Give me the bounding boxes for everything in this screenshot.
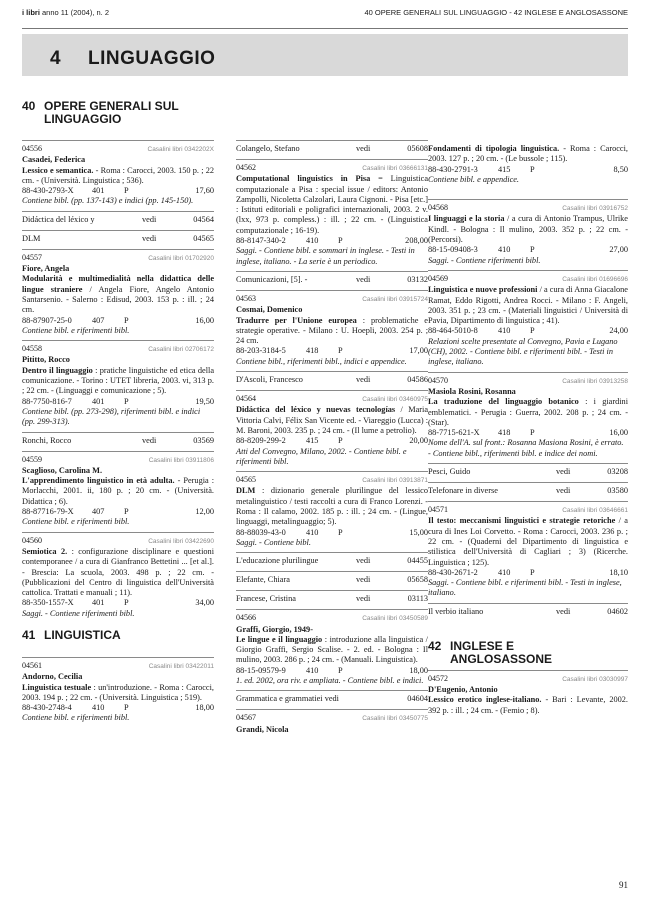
isbn: 88-430-2791-3 [428,164,478,174]
entry-description: : dizionario generale plurilingue del lessico metalinguistico / testi raccolti a cura di Franco Lorenzi. - Roma : Il calamo, 2002. 185 p. : ill. ; 24 cm. - (Lingue, linguaggi, metalinguaggio; 5). [236,486,428,527]
entry-description: : un'introduzione. - Roma : Carocci, 2003. 194 p. ; 22 cm. - (Università. Linguistica ; 519). [22,682,214,702]
page-number: 91 [619,880,628,890]
xref-code: 04604 [407,694,428,704]
xref-code: 03580 [607,486,628,496]
isbn: 88-8209-299-2 [236,436,286,446]
isbn: 88-88039-43-0 [236,527,286,537]
isbn: 88-7715-621-X [428,428,480,438]
entry-isbn-row [428,568,628,578]
isbn: 88-350-1557-X [22,598,74,608]
entry-notes: Contiene bibl. e appendice. [428,174,520,184]
binding: P [338,346,343,356]
entry-notes: Saggi. - Contiene bibl. e riferimenti bibl. - Testi in inglese, italiano. [428,578,622,598]
xref-vedi: vedi [356,274,371,284]
xref-name: D'Ascoli, Francesco [236,375,303,385]
entry-author: Scaglioso, Carolina M. [22,465,103,475]
entry-author: Masiola Rosini, Rosanna [428,386,516,396]
casalini-code: Casalini libri 03911806 [148,456,214,464]
price: 12,00 [195,507,214,517]
xref-name: Didáctica del léxico y [22,214,95,224]
casalini-code: Casalini libri 03422011 [148,662,214,670]
price: 16,00 [609,428,628,438]
entry-description: : i giardini emblematici. - Perugia : Guerra, 2002. 208 p. ; 24 cm. - (Star). [428,397,628,427]
price: 18,10 [609,567,628,577]
section-title: LINGUISTICA [44,627,121,642]
binding: P [530,567,535,577]
price: 20,00 [409,436,428,446]
price: 208,00 [405,236,428,246]
isbn: 88-15-09408-3 [428,245,478,255]
price: 15,00 [409,527,428,537]
isbn: 88-87716-79-X [22,507,74,517]
binding: P [338,527,343,537]
column-1 [22,140,214,728]
xref-name: Colangelo, Stefano [236,144,300,153]
entry-isbn-row [22,507,214,517]
xref-name: Ronchi, Rocco [22,435,72,445]
isbn: 88-464-5010-8 [428,326,478,336]
isbn: 88-8147-340-2 [236,236,286,246]
xref-vedi: vedi [142,435,157,445]
entry-number: 04566 [236,613,256,623]
class-code: 410 [306,527,319,537]
entry-notes: Saggi. - Contiene bibl. e sommari in inglese. - Testi in inglese, italiano. - La serie è un periodico. [236,246,415,266]
entry-description: / Maria Vittoria Calvi, Félix San Vicente ed. - Viareggio (Lucca) : M. Baroni, 2003. 235 p. ; 24 cm. - (Il lume a petrolio). [236,405,428,435]
casalini-code: Casalini libri 03913258 [562,377,628,385]
xref-name: Il verbio italiano [428,606,484,616]
entry-notes: Atti del Convegno, Milano, 2002. - Contiene bibl. e riferimenti bibl. [236,446,407,466]
bibliographic-entry [236,609,428,690]
class-code: 410 [306,665,319,675]
entry-description: / Angela Fiore, Angelo Antonio Santarsenio. - Salerno : Edisud, 2003. 153 p. : ill. ; 24 cm. [22,284,214,315]
xref-code: 04564 [193,214,214,224]
xref-code: 03208 [607,467,628,477]
column-2 [236,140,428,739]
binding: P [124,507,129,517]
chapter-number: 4 [50,48,61,69]
entry-notes: Contiene bibl. e riferimenti bibl. [22,325,130,335]
isbn: 88-87907-25-0 [22,315,72,325]
entry-title: DLM [236,486,256,496]
entry-isbn-row [428,245,628,255]
entry-number: 04558 [22,344,42,354]
bibliographic-entry [22,140,214,211]
price: 34,00 [195,598,214,608]
bibliographic-entry [236,290,428,371]
bibliographic-entry [428,270,628,372]
section-number: 40 [22,99,36,113]
casalini-code: Casalini libri 03450775 [362,715,428,723]
casalini-code: Casalini libri 0342202X [147,146,214,153]
entry-number: 04564 [236,394,256,404]
section-number: 42 [428,638,442,653]
price: 17,60 [195,186,214,196]
entry-title: I linguaggi e la storia [428,214,505,224]
entry-author: Pititto, Rocco [22,355,70,365]
cross-reference [22,432,214,451]
entry-number: 04560 [22,535,42,545]
entry-number: 04572 [428,673,448,683]
class-code: 407 [92,315,105,325]
entry-description: : introduzione alla linguistica / Giorgio Graffi, Sergio Scalise. - 2. ed. - Bologna : Il mulino, 2003. 286 p. ; 24 cm. - (Manuali. Linguistica). [236,634,428,665]
cross-reference [236,271,428,290]
entry-notes: Contiene bibl., riferimenti bibl., indici e appendice. [236,356,407,366]
xref-name: Francese, Cristina [236,594,296,604]
entry-description: : problematiche e strategie operative. - Milano : U. Hoepli, 2003. 254 p. ; 24 cm. [236,315,428,346]
xref-vedi: vedi [556,467,571,477]
entry-notes: 1. ed. 2002, ora riv. e ampliata. - Contiene bibl. e indici. [236,675,424,685]
entry-notes: Contiene bibl. e riferimenti bibl. [22,517,130,527]
bibliographic-entry [428,199,628,270]
xref-vedi: vedi [142,214,157,224]
entry-title: Lessico erotico inglese-italiano. [428,695,542,705]
cross-reference [428,463,628,482]
entry-number: 04563 [236,293,256,303]
xref-code: 03132 [407,274,428,284]
xref-code: 03113 [407,594,428,604]
entry-number: 04565 [236,475,256,485]
entry-isbn-row [22,316,214,326]
entry-isbn-row [22,186,214,196]
chapter-title: LINGUAGGIO [88,48,216,69]
entry-author: Grandi, Nicola [236,724,289,734]
entry-description: - Roma : Carocci, 2003. 150 p. ; 22 cm. - (Università. Linguistica ; 536). [22,165,214,185]
entry-author: Casadei, Federica [22,155,86,165]
class-code: 401 [92,396,105,406]
cross-reference [236,571,428,590]
bibliographic-entry [22,249,214,340]
binding: P [124,598,129,608]
bibliographic-entry [236,471,428,552]
entry-description: / a cura di Antonio Trampus, Ulrike Kindl. - Bologna : Il mulino, 2003. 352 p. ; 22 cm. - (Percorsi). [428,214,628,245]
class-code: 415 [306,436,319,446]
entry-number: 04557 [22,252,42,262]
entry-isbn-row [22,397,214,407]
entry-description: - Roma : Carocci, 2003. 127 p. ; 20 cm. - (Le bussole ; 115). [428,144,628,164]
entry-title: Didáctica del léxico y nuevas tecnologías [236,405,396,415]
xref-vedi: vedi [556,606,571,616]
casalini-code: Casalini libri 03915724 [362,295,428,303]
cross-reference [428,603,628,622]
class-code: 410 [306,236,319,246]
chapter-banner [22,34,628,76]
entry-number: 04559 [22,454,42,464]
xref-vedi: vedi [356,575,371,585]
journal-info [22,6,109,20]
section-title: INGLESE E ANGLOSASSONE [450,638,553,666]
entry-isbn-row [22,703,214,713]
entry-description: / a cura di Ines Loi Corvetto. - Roma : Carocci, 2003. 236 p. ; 22 cm. - (Quaderni del Dipartimento di linguistica e stilistica dell'Università di Cagliari ; 3) (Ricerche. Linguistica ; 125). [428,516,628,567]
entry-isbn-row [236,528,428,538]
entry-notes: Relazioni scelte presentate al Convegno, Pavia e Lugano (CH), 2002. - Contiene bibl. e riferimenti bibl. - Testi in inglese, italiano. [428,336,618,367]
entry-number: 04561 [22,660,42,670]
xref-name: Grammatica e grammatiei vedi [236,694,339,704]
xref-vedi: vedi [356,556,371,566]
class-code: 407 [92,507,105,517]
entry-author: Graffi, Giorgio, 1949- [236,624,313,634]
entry-title: Le lingue e il linguaggio [236,634,323,644]
entry-title: Tradurre per l'Unione europea [236,315,357,325]
entry-title: Linguistica e nuove professioni [428,285,538,295]
bibliographic-entry [22,532,214,623]
xref-vedi: vedi [556,486,571,496]
running-section-title: 40 OPERE GENERALI SUL LINGUAGGIO - 42 INGLESE E ANGLOSASSONE [364,8,628,17]
price: 17,00 [409,346,428,356]
entry-title: Dentro il linguaggio [22,365,93,375]
binding: P [124,186,129,196]
entry-title: Modularità e multimedialità nella didattica delle lingue straniere [22,274,214,294]
cross-reference [22,230,214,249]
class-code: 415 [498,164,511,174]
entry-title: Fondamenti di tipologia linguistica. [428,144,560,153]
bibliographic-entry [428,501,628,603]
entry-description: - Bari : Levante, 2002. 392 p. : ill. ; 24 cm. - (Femio ; 8). [428,695,629,715]
entry-number: 04571 [428,505,448,515]
section-title: OPERE GENERALI SUL LINGUAGGIO [44,99,179,126]
xref-name: L'educazione plurilingue [236,556,319,566]
section-number: 41 [22,627,36,642]
class-code: 401 [92,598,105,608]
casalini-code: Casalini libri 03460975 [362,396,428,404]
xref-vedi: vedi [356,144,371,153]
entry-number: 04568 [428,203,448,213]
isbn: 88-430-2793-X [22,186,74,196]
class-code: 401 [92,186,105,196]
entry-number: 04570 [428,375,448,385]
entry-title: La traduzione del linguaggio botanico [428,397,579,407]
entry-author: Andorno, Cecilia [22,672,83,682]
bibliographic-entry [236,709,428,739]
entry-title: Il testo: meccanismi linguistici e strategie retoriche [428,516,616,526]
entry-isbn-row [236,346,428,356]
entry-isbn-row [236,666,428,676]
xref-name: Comunicazioni, [5]. - [236,274,308,284]
entry-isbn-row [428,428,628,438]
bibliographic-entry [428,372,628,463]
xref-code: 04602 [607,606,628,616]
xref-name: Elefante, Chiara [236,575,290,585]
cross-reference [236,140,428,159]
binding: P [124,396,129,406]
price: 27,00 [609,245,628,255]
class-code: 410 [498,567,511,577]
xref-name: Pesci, Guido [428,467,471,477]
binding: P [338,236,343,246]
binding: P [338,665,343,675]
binding: P [530,164,535,174]
xref-code: 04565 [193,233,214,243]
entry-notes: Contiene bibl. (pp. 137-143) e indici (pp. 145-150). [22,196,194,206]
price: 24,00 [609,326,628,336]
casalini-code: Casalini libri 03646661 [562,507,628,515]
cross-reference [236,590,428,609]
xref-name: DLM [22,233,41,243]
xref-code: 05608 [407,144,428,153]
isbn: 88-15-09579-9 [236,665,286,675]
entry-notes: Contiene bibl. e riferimenti bibl. [22,713,130,723]
xref-code: 03569 [193,435,214,445]
entry-notes: Nome dell'A. sul front.: Rosanna Masiona Rosini, è errato. - Contiene bibl., riferimenti bibl. e indice dei nomi. [428,438,624,458]
price: 18,00 [409,665,428,675]
header-divider [22,28,628,29]
entry-description: : configurazione disciplinare e questioni contemporanee / a cura di Gianfranco Bettetini ... [et al.]. - Brescia: La scuola, 2003. 498 p. ; 22 cm. - (Pubblicazioni del Centro di linguistica dell'Università cattolica. Trattati e manuali ; 11). [22,546,215,598]
casalini-code: Casalini libri 01696696 [562,275,628,283]
entry-description: = Linguistica computazionale a Pisa : special issue / editors: Antonio Zampolli, Nicoletta Calzolari, Laura Cignoni. - Pisa [etc.] : Istituti editoriali e poligrafici internazionali, 2003. 2 v. (lxx, 973 p. compless.) : ill. ; 22 cm. - (Linguistica computazionale ; 16-19). [236,174,429,235]
binding: P [338,436,343,446]
price: 16,00 [195,315,214,325]
binding: P [124,703,129,713]
class-code: 410 [498,326,511,336]
casalini-code: Casalini libri 03666131 [362,165,428,172]
entry-description: - Perugia : Morlacchi, 2001. ii, 180 p. ; 20 cm. - (Università. Didattica ; 6). [22,476,215,506]
column-3 [428,144,628,720]
entry-title: L'apprendimento linguistico in età adulta. [22,476,175,486]
entry-notes: Saggi. - Contiene riferimenti bibl. [428,255,541,265]
xref-vedi: vedi [356,375,371,385]
entry-isbn-row [236,436,428,446]
entry-title: Semiotica 2. [22,546,68,556]
binding: P [124,315,129,325]
cross-reference [236,690,428,709]
cross-reference [236,552,428,571]
bibliographic-entry [236,159,428,271]
entry-title: Computational linguistics in Pisa [236,174,371,184]
casalini-code: Casalini libri 03450589 [362,615,428,623]
entry-number: 04562 [236,163,256,172]
casalini-code: Casalini libri 02706172 [148,346,214,354]
class-code: 410 [498,245,511,255]
entry-notes: Saggi. - Contiene bibl. [236,537,311,547]
isbn: 88-430-2671-2 [428,567,478,577]
casalini-code: Casalini libri 03422690 [148,537,214,545]
section-heading-42 [428,622,628,670]
cross-reference [236,371,428,390]
entry-title: Linguistica testuale [22,682,92,692]
entry-isbn-row [428,165,628,175]
bibliographic-entry [22,657,214,728]
entry-isbn-row [236,236,428,246]
casalini-code: Casalini libri 01702920 [148,254,214,262]
casalini-code: Casalini libri 03916752 [562,205,628,213]
entry-isbn-row [22,598,214,608]
bibliographic-entry-continued [428,144,628,189]
isbn: 88-7750-816-7 [22,396,72,406]
entry-title: Lessico e semantica. [22,165,94,175]
entry-number: 04567 [236,713,256,723]
entry-description: : pratiche linguistiche ed etica della comunicazione. - Torino : UTET libreria, 2003. vi, 313 p. ; 22 cm. - (Linguaggi e comunicazione ; 5). [22,365,214,396]
price: 19,50 [195,396,214,406]
entry-number: 04556 [22,144,42,153]
entry-isbn-row [428,326,628,336]
price: 8,50 [613,164,628,174]
cross-reference [428,482,628,501]
entry-author: D'Eugenio, Antonio [428,684,498,694]
xref-code: 04586 [407,375,428,385]
class-code: 410 [92,703,105,713]
running-header [22,6,628,20]
xref-code: 05658 [407,575,428,585]
section-heading-41 [22,623,214,657]
xref-vedi: vedi [142,233,157,243]
isbn: 88-430-2748-4 [22,703,72,713]
journal-name: i libri [22,8,40,17]
binding: P [530,428,535,438]
cross-reference [22,211,214,230]
entry-description: / a cura di Anna Giacalone Ramat, Eddo Rigotti, Andrea Rocci. - Milano : F. Angeli, 2003. 351 p. ; 23 cm. - (Materiali linguistici / Università di Pavia, Dipartimento di linguistica ; 41). [428,285,628,326]
xref-code: 04455 [407,556,428,566]
bibliographic-entry [428,670,628,720]
entry-author: Cosmai, Domenico [236,305,303,315]
entry-notes: Saggi. - Contiene riferimenti bibl. [22,608,135,618]
bibliographic-entry [22,451,214,532]
binding: P [530,326,535,336]
entry-author: Fiore, Angela [22,264,70,274]
casalini-code: Casalini libri 03913871 [362,477,428,485]
xref-name: Telefonare in diverse [428,486,498,496]
xref-vedi: vedi [356,594,371,604]
entry-notes: Contiene bibl. (pp. 273-298), riferimenti bibl. e indici (pp. 299-313). [22,406,201,427]
price: 18,00 [195,703,214,713]
entry-number: 04569 [428,273,448,283]
bibliographic-entry [22,340,214,431]
casalini-code: Casalini libri 03030997 [562,675,628,683]
journal-issue: anno 11 (2004), n. 2 [39,8,110,17]
class-code: 418 [498,428,511,438]
bibliographic-entry [236,390,428,471]
binding: P [530,245,535,255]
class-code: 418 [306,346,319,356]
isbn: 88-203-3184-5 [236,346,286,356]
